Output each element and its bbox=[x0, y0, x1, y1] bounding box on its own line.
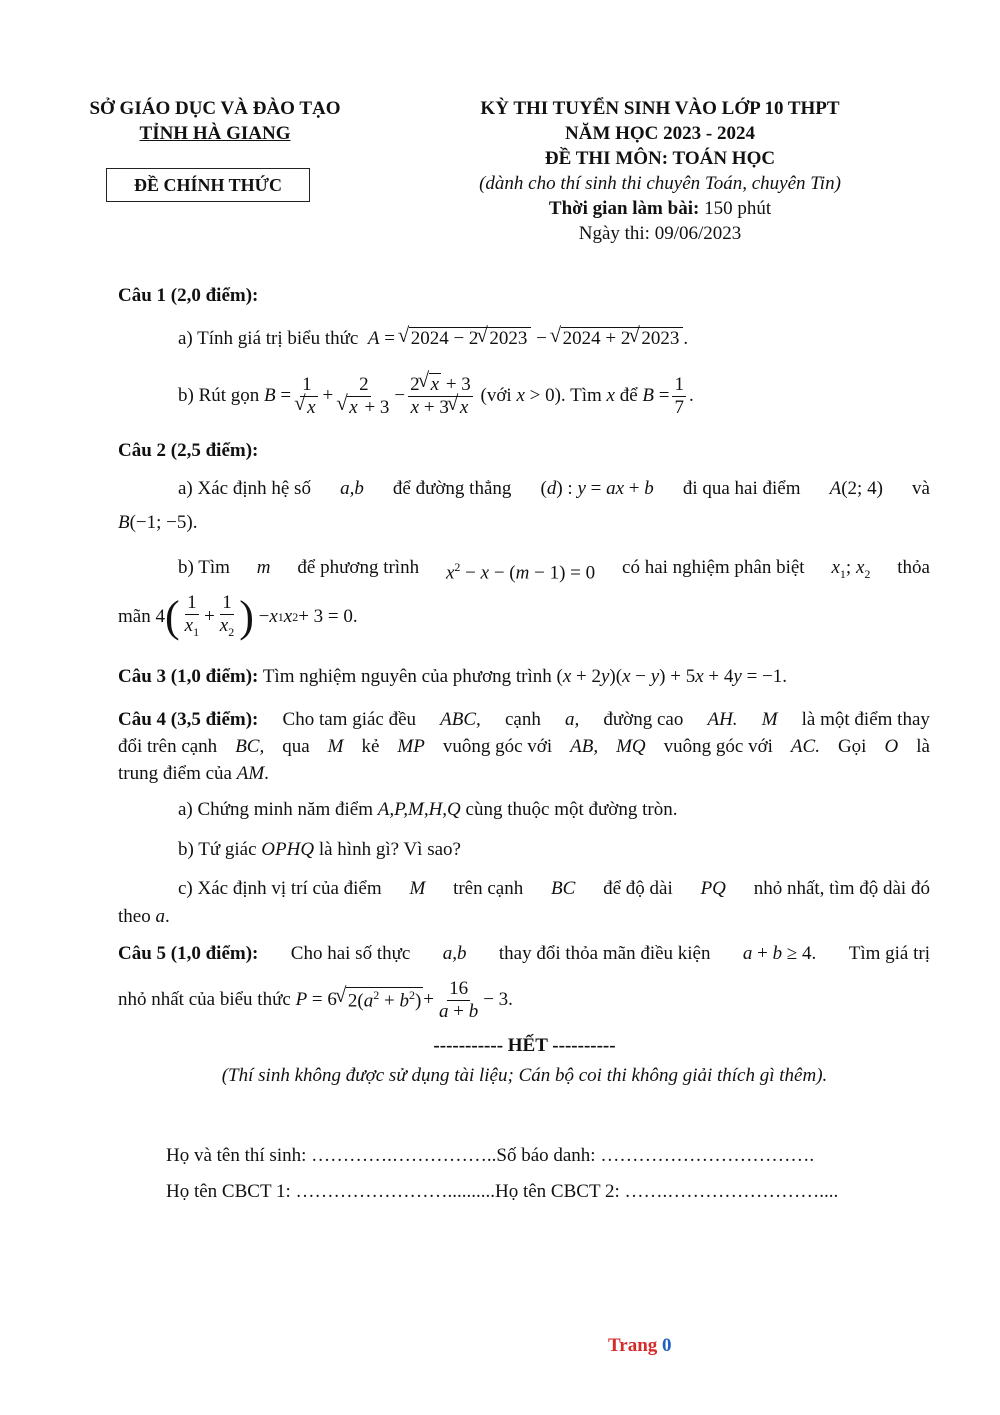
q1-b: b) Rút gọn B = 1 √ x + 2 √ x + 3 − $\frac{2√ x + 3}{x + 3√ x}$ (với x > 0 ). Tìm x để B = $\frac{1}{7}$ . bbox=[178, 368, 694, 424]
q2-a-line1: a) Xác định hệ số a,b để đường thẳng (d) : y = ax + b đi qua hai điểm A(2; 4) và bbox=[178, 478, 930, 499]
q4-line2: đổi trên cạnh BC, qua M kẻ MP vuông góc với AB, MQ vuông góc với AC. Gọi O là bbox=[118, 736, 930, 757]
q4-b: b) Tứ giác OPHQ là hình gì? Vì sao? bbox=[178, 839, 461, 860]
q4-c-line1: c) Xác định vị trí của điểm M trên cạnh BC để độ dài PQ nhỏ nhất, tìm độ dài đó bbox=[178, 878, 930, 899]
q5-line1: Câu 5 (1,0 điểm): Cho hai số thực a,b thay đổi thỏa mãn điều kiện a + b ≥ 4. Tìm giá trị bbox=[118, 943, 930, 964]
province-name: TỈNH HÀ GIANG bbox=[139, 123, 291, 144]
audience: (dành cho thí sinh thi chuyên Toán, chuyên Tin) bbox=[479, 173, 841, 194]
candidate-info-line: Họ và tên thí sinh: ………….……………..Số báo danh: ……………………………. bbox=[166, 1145, 815, 1166]
q4-a: a) Chứng minh năm điểm A,P,M,H,Q cùng thuộc một đường tròn. bbox=[178, 799, 678, 820]
q1-title: Câu 1 (2,0 điểm): bbox=[118, 285, 259, 306]
subject: ĐỀ THI MÔN: TOÁN HỌC bbox=[544, 148, 776, 169]
exam-note: (Thí sinh không được sử dụng tài liệu; Cán bộ coi thi không giải thích gì thêm). bbox=[221, 1065, 828, 1086]
q4-c-line2: theo a. bbox=[118, 906, 170, 927]
proctor-info-line: Họ tên CBCT 1: ……………………..........Họ tên CBCT 2: …….…………………….... bbox=[166, 1181, 839, 1202]
time-limit: Thời gian làm bài: 150 phút bbox=[548, 198, 772, 219]
exam-title: KỲ THI TUYỂN SINH VÀO LỚP 10 THPT bbox=[480, 98, 840, 119]
page-number: Trang 0 bbox=[608, 1335, 672, 1356]
school-year: NĂM HỌC 2023 - 2024 bbox=[565, 123, 755, 144]
q1-a: a) Tính giá trị biểu thức A = √ 2024 − 2√ 2023 − √ 2024 + 2√ 2023 . bbox=[178, 326, 688, 351]
q4-line1: Câu 4 (3,5 điểm): Cho tam giác đều ABC, cạnh a, đường cao AH. M là một điểm thay bbox=[118, 709, 930, 730]
department-name: SỞ GIÁO DỤC VÀ ĐÀO TẠO bbox=[89, 98, 341, 119]
q2-b-line1: b) Tìm m để phương trình $x^2 - x - (m - 1) = 0$ có hai nghiệm phân biệt $x_1$; $x_2$ thỏa bbox=[178, 557, 930, 584]
q3: Câu 3 (1,0 điểm): Tìm nghiệm nguyên của phương trình (x + 2y)(x − y) + 5x + 4y = −1. bbox=[118, 666, 787, 687]
q2-a-line2: B(−1; −5). bbox=[118, 512, 198, 533]
q4-line3: trung điểm của AM. bbox=[118, 763, 269, 784]
official-exam-box: ĐỀ CHÍNH THỨC bbox=[106, 168, 310, 202]
q2-b-line2: mãn 4 ( $\frac{1}{x_1}$ + $\frac{1}{x_2}$ ) − x 1 x 2 + 3 = 0. bbox=[118, 591, 358, 641]
q5-line2: nhỏ nhất của biểu thức P = 6 √ $2(a^2 + b^2)$ + $\frac{16}{a + b}$ − 3. bbox=[118, 972, 513, 1028]
end-marker: ----------- HẾT ---------- bbox=[433, 1035, 616, 1056]
q2-title: Câu 2 (2,5 điểm): bbox=[118, 440, 259, 461]
exam-date: Ngày thi: 09/06/2023 bbox=[578, 223, 742, 244]
